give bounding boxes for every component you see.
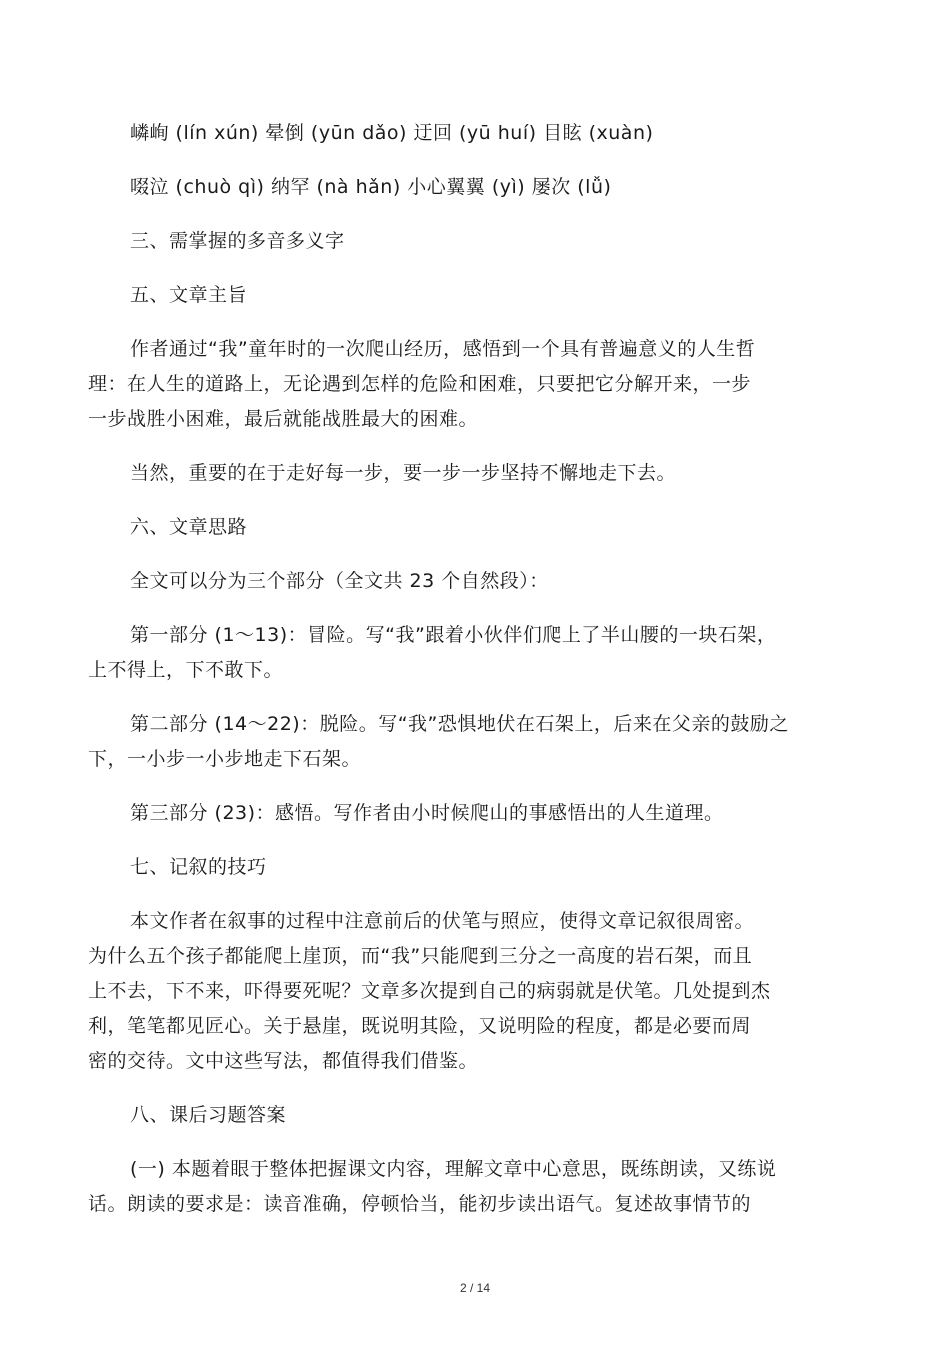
paragraph-line: 下，一小步一小步地走下石架。 <box>88 748 362 770</box>
total-pages: 14 <box>476 1281 491 1295</box>
section-heading-3: 三、需掌握的多音多义字 <box>130 230 345 252</box>
page-separator: / <box>469 1281 474 1295</box>
pinyin-line-1: 嶙峋 (lín xún) 晕倒 (yūn dǎo) 迂回 (yū huí) 目眩 (xuàn) <box>130 122 654 144</box>
paragraph-line: 当然，重要的在于走好每一步，要一步一步坚持不懈地走下去。 <box>130 462 677 484</box>
paragraph-line: 上不得上，下不敢下。 <box>88 659 284 681</box>
page-number <box>0 1281 950 1295</box>
paragraph-line: 密的交待。文中这些写法，都值得我们借鉴。 <box>88 1050 479 1072</box>
paragraph-line: 上不去，下不来，吓得要死呢？文章多次提到自己的病弱就是伏笔。几处提到杰 <box>88 980 771 1002</box>
pinyin-line-2: 啜泣 (chuò qì) 纳罕 (nà hǎn) 小心翼翼 (yì) 屡次 (lǚ) <box>130 176 612 198</box>
paragraph-line: (一) 本题着眼于整体把握课文内容，理解文章中心意思，既练朗读，又练说 <box>130 1158 777 1180</box>
paragraph-line: 本文作者在叙事的过程中注意前后的伏笔与照应，使得文章记叙很周密。 <box>130 910 755 932</box>
paragraph-line: 话。朗读的要求是：读音准确，停顿恰当，能初步读出语气。复述故事情节的 <box>88 1193 752 1215</box>
paragraph-line: 第一部分 (1～13)：冒险。写“我”跟着小伙伴们爬上了半山腰的一块石架， <box>130 624 777 646</box>
paragraph-line: 利，笔笔都见匠心。关于悬崖，既说明其险，又说明险的程度，都是必要而周 <box>88 1015 752 1037</box>
paragraph-line: 为什么五个孩子都能爬上崖顶，而“我”只能爬到三分之一高度的岩石架，而且 <box>88 945 753 967</box>
paragraph-line: 作者通过“我”童年时的一次爬山经历，感悟到一个具有普遍意义的人生哲 <box>130 338 756 360</box>
current-page: 2 <box>459 1281 467 1295</box>
section-heading-8: 八、课后习题答案 <box>130 1104 287 1126</box>
section-heading-7: 七、记叙的技巧 <box>130 856 267 878</box>
paragraph-line: 全文可以分为三个部分（全文共 23 个自然段）： <box>130 570 549 592</box>
section-heading-5: 五、文章主旨 <box>130 284 248 306</box>
paragraph-line: 一步战胜小困难，最后就能战胜最大的困难。 <box>88 408 479 430</box>
paragraph-line: 理：在人生的道路上，无论遇到怎样的危险和困难，只要把它分解开来，一步 <box>88 373 752 395</box>
paragraph-line: 第三部分 (23)：感悟。写作者由小时候爬山的事感悟出的人生道理。 <box>130 802 724 824</box>
section-heading-6: 六、文章思路 <box>130 516 248 538</box>
paragraph-line: 第二部分 (14～22)：脱险。写“我”恐惧地伏在石架上，后来在父亲的鼓励之 <box>130 713 789 735</box>
